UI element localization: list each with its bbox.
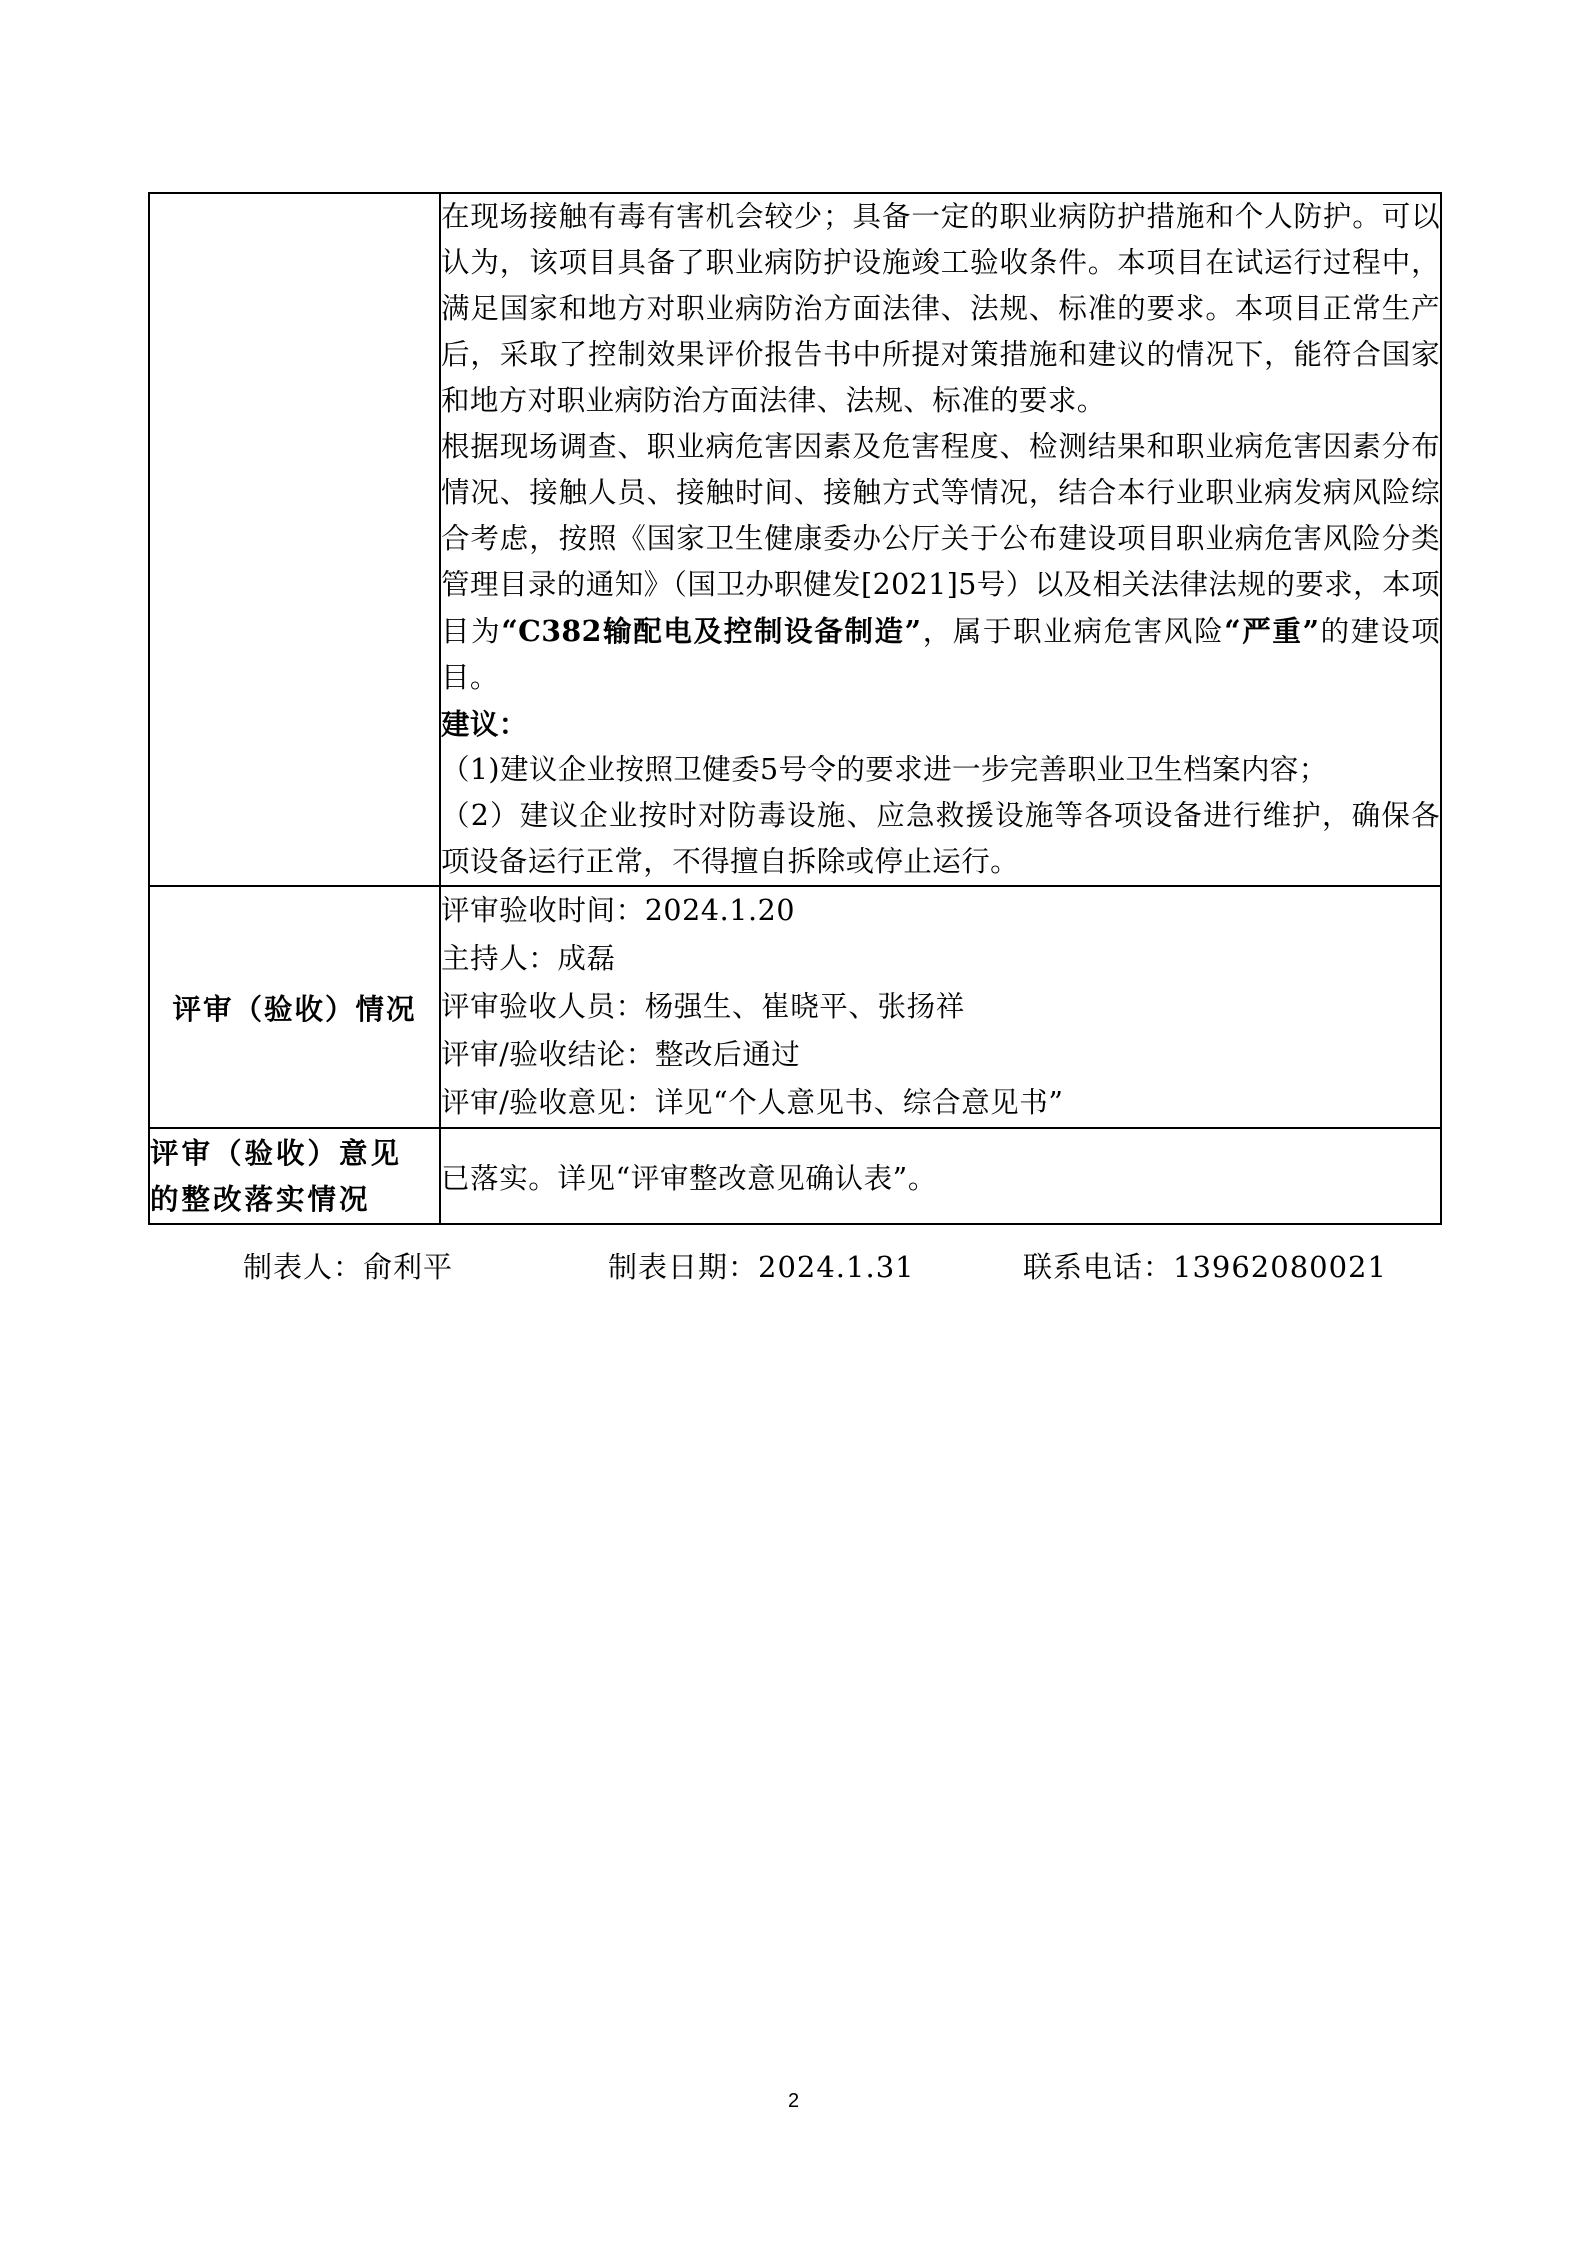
review-opinion: 评审/验收意见：详见“个人意见书、综合意见书” [441, 1086, 1064, 1119]
rectification-row [149, 1128, 1441, 1224]
suggestion-1: （1)建议企业按照卫健委5号令的要求进一步完善职业卫生档案内容； [441, 753, 1328, 786]
industry-category: “C382输配电及控制设备制造” [501, 614, 922, 648]
para2-prefix: 根据现场调查、职业病危害因素及危害程度、检测结果和职业病危害因素分布情况、接触人员、接触时间、接触方式等情况，结合本行业职业病发病风险综合考虑，按照《国家卫生健康委办公厅关于公布建设项目职业病危害风险分类管理目录的通知》（国卫办职健发[2021]5号）以及相关法律法规的要求，本项目为 [441, 430, 1440, 648]
review-label-cell [149, 886, 440, 1128]
rectification-label-line2: 的整改落实情况 [150, 1182, 371, 1216]
acceptance-table [148, 192, 1442, 1225]
rectification-label-line1: 评审（验收）意见 [150, 1136, 403, 1170]
review-content-cell [440, 886, 1441, 1128]
review-row [149, 886, 1441, 1128]
conclusion-row [149, 193, 1441, 886]
review-label: 评审（验收）情况 [172, 991, 417, 1026]
conclusion-label-cell [149, 193, 440, 886]
suggestion-title: 建议： [441, 707, 528, 741]
review-conclusion: 评审/验收结论：整改后通过 [441, 1038, 801, 1071]
para2-suffix: 的建设项目。 [441, 615, 1440, 694]
conclusion-content-cell [440, 193, 1441, 886]
suggestion-2: （2）建议企业按时对防毒设施、应急救援设施等各项设备进行维护，确保各项设备运行正常，不得擅自拆除或停止运行。 [441, 799, 1440, 878]
footer-maker: 制表人：俞利平 [243, 1250, 454, 1284]
review-members: 评审验收人员：杨强生、崔晓平、张扬祥 [441, 990, 965, 1023]
conclusion-paragraph-1: 在现场接触有毒有害机会较少；具备一定的职业病防护措施和个人防护。可以认为，该项目具备了职业病防护设施竣工验收条件。本项目在试运行过程中，满足国家和地方对职业病防治方面法律、法规、标准的要求。本项目正常生产后，采取了控制效果评价报告书中所提对策措施和建议的情况下，能符合国家和地方对职业病防治方面法律、法规、标准的要求。 [441, 200, 1440, 417]
conclusion-paragraph-2 [441, 424, 1440, 701]
rectification-value: 已落实。详见“评审整改意见确认表”。 [440, 1128, 1441, 1224]
review-time: 评审验收时间：2024.1.20 [441, 894, 796, 927]
page-number: 2 [787, 2090, 800, 2112]
rectification-label-cell [149, 1128, 440, 1224]
footer-phone: 联系电话：13962080021 [1023, 1250, 1387, 1284]
footer-date: 制表日期：2024.1.31 [608, 1250, 915, 1284]
risk-level: “严重” [1224, 614, 1320, 648]
review-host: 主持人：成磊 [441, 942, 616, 975]
para2-mid: ，属于职业病危害风险 [921, 615, 1225, 648]
